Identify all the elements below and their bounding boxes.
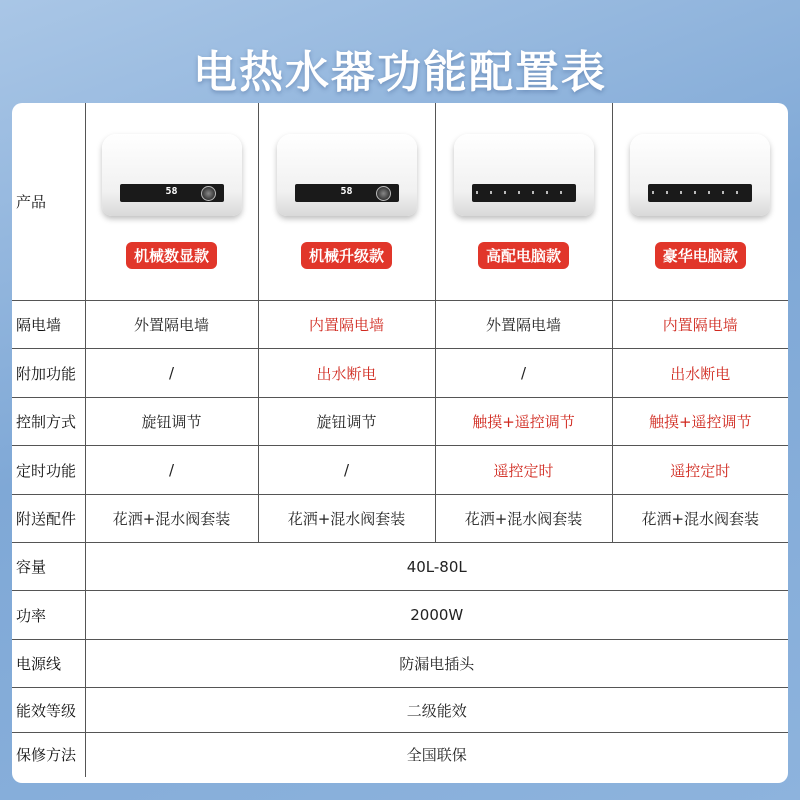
- control-panel: [120, 184, 224, 202]
- feature-cell: 旋钮调节: [85, 398, 258, 446]
- spec-value: 全国联保: [85, 733, 788, 777]
- feature-cell: 出水断电: [612, 349, 788, 398]
- product-badge: 机械数显款: [126, 242, 217, 269]
- row-label: 产品: [12, 103, 85, 301]
- product-cell: [435, 103, 612, 301]
- product-row: [12, 103, 788, 301]
- row-label: 附送配件: [12, 495, 85, 543]
- feature-cell: /: [85, 349, 258, 398]
- config-table: [12, 103, 788, 777]
- product-cell: [612, 103, 788, 301]
- panel-digits: 58: [340, 186, 353, 197]
- product-cell: [258, 103, 435, 301]
- water-heater-image: [102, 134, 242, 216]
- config-table-card: [12, 103, 788, 783]
- page-title: 电热水器功能配置表: [193, 47, 607, 98]
- feature-cell: 遥控定时: [612, 446, 788, 495]
- feature-cell: 花洒+混水阀套装: [435, 495, 612, 543]
- feature-row: [12, 495, 788, 543]
- feature-cell: 内置隔电墙: [612, 301, 788, 349]
- feature-cell: /: [258, 446, 435, 495]
- feature-cell: /: [435, 349, 612, 398]
- knob-icon: [201, 186, 216, 201]
- spec-row: [12, 543, 788, 591]
- control-panel: [648, 184, 752, 202]
- product-badge: 豪华电脑款: [655, 242, 746, 269]
- product-cell: [85, 103, 258, 301]
- control-panel: [295, 184, 399, 202]
- control-panel: [472, 184, 576, 202]
- feature-cell: 内置隔电墙: [258, 301, 435, 349]
- feature-cell: 遥控定时: [435, 446, 612, 495]
- water-heater-image: [277, 134, 417, 216]
- feature-cell: 触摸+遥控调节: [612, 398, 788, 446]
- row-label: 定时功能: [12, 446, 85, 495]
- product-badge: 机械升级款: [301, 242, 392, 269]
- product-badge: 高配电脑款: [478, 242, 569, 269]
- panel-digits: 58: [165, 186, 178, 197]
- spec-value: 2000W: [85, 591, 788, 640]
- feature-cell: 花洒+混水阀套装: [612, 495, 788, 543]
- row-label: 功率: [12, 591, 85, 640]
- row-label: 电源线: [12, 640, 85, 688]
- spec-value: 40L-80L: [85, 543, 788, 591]
- spec-row: [12, 591, 788, 640]
- spec-row: [12, 688, 788, 733]
- feature-cell: 外置隔电墙: [435, 301, 612, 349]
- spec-row: [12, 640, 788, 688]
- row-label: 容量: [12, 543, 85, 591]
- feature-cell: /: [85, 446, 258, 495]
- row-label: 控制方式: [12, 398, 85, 446]
- feature-row: [12, 446, 788, 495]
- feature-cell: 外置隔电墙: [85, 301, 258, 349]
- feature-row: [12, 301, 788, 349]
- feature-cell: 出水断电: [258, 349, 435, 398]
- water-heater-image: [630, 134, 770, 216]
- spec-value: 防漏电插头: [85, 640, 788, 688]
- touch-buttons-icon: [476, 191, 572, 194]
- feature-cell: 花洒+混水阀套装: [85, 495, 258, 543]
- feature-cell: 花洒+混水阀套装: [258, 495, 435, 543]
- feature-row: [12, 398, 788, 446]
- knob-icon: [376, 186, 391, 201]
- water-heater-image: [454, 134, 594, 216]
- touch-buttons-icon: [652, 191, 748, 194]
- feature-cell: 触摸+遥控调节: [435, 398, 612, 446]
- spec-row: [12, 733, 788, 777]
- row-label: 附加功能: [12, 349, 85, 398]
- spec-value: 二级能效: [85, 688, 788, 733]
- row-label: 保修方法: [12, 733, 85, 777]
- row-label: 能效等级: [12, 688, 85, 733]
- feature-row: [12, 349, 788, 398]
- feature-cell: 旋钮调节: [258, 398, 435, 446]
- row-label: 隔电墙: [12, 301, 85, 349]
